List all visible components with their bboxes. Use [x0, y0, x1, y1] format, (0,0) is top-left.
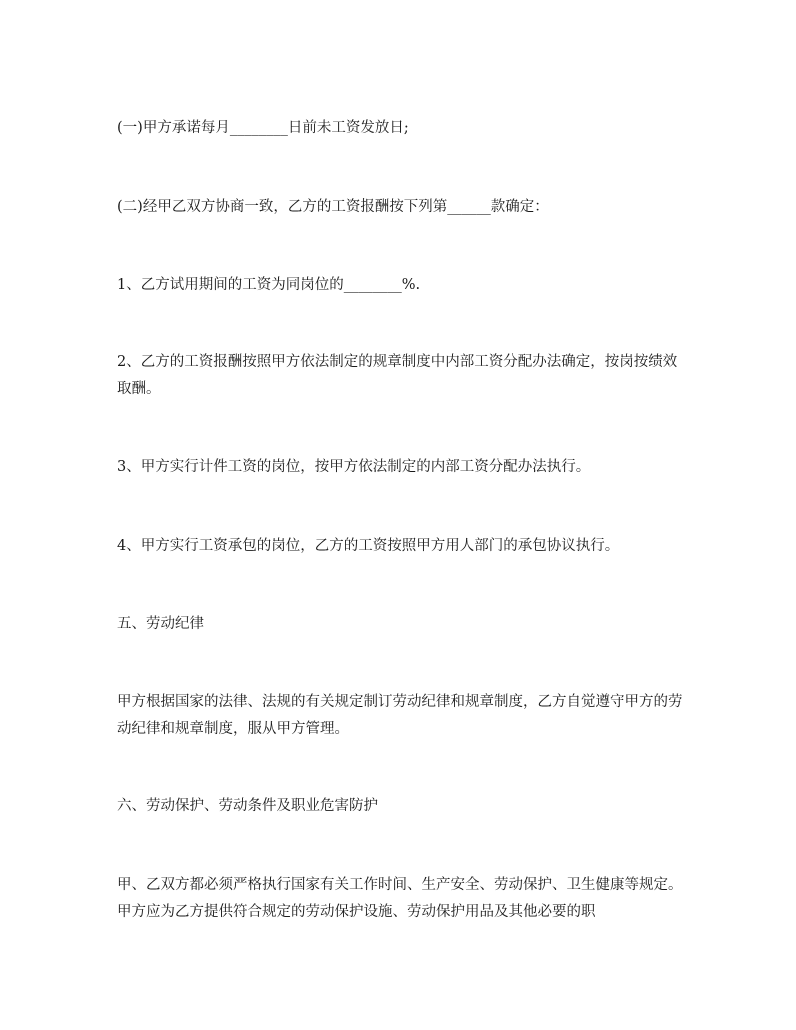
paragraph-payday-commitment: (一)甲方承诺每月________日前未工资发放日;: [117, 120, 409, 136]
paragraph-labor-protection: 甲、乙双方都必须严格执行国家有关工作时间、生产安全、劳动保护、卫生健康等规定。甲方应为乙方提供符合规定的劳动保护设施、劳动保护用品及其他必要的职: [117, 877, 683, 920]
section-heading-labor-discipline: 五、劳动纪律: [117, 616, 204, 632]
paragraph-probation-salary: 1、乙方试用期间的工资为同岗位的________%.: [117, 277, 421, 293]
paragraph-piece-rate: 3、甲方实行计件工资的岗位，按甲方依法制定的内部工资分配办法执行。: [117, 459, 591, 475]
section-heading-labor-protection: 六、劳动保护、劳动条件及职业危害防护: [117, 798, 378, 814]
paragraph-labor-discipline: 甲方根据国家的法律、法规的有关规定制订劳动纪律和规章制度，乙方自觉遵守甲方的劳动纪律和规章制度，服从甲方管理。: [117, 694, 683, 737]
paragraph-salary-distribution: 2、乙方的工资报酬按照甲方依法制定的规章制度中内部工资分配办法确定，按岗按绩效取酬。: [117, 354, 678, 397]
paragraph-salary-agreement: (二)经甲乙双方协商一致，乙方的工资报酬按下列第______款确定：: [117, 199, 549, 215]
paragraph-contract-salary: 4、甲方实行工资承包的岗位，乙方的工资按照甲方用人部门的承包协议执行。: [117, 538, 620, 554]
